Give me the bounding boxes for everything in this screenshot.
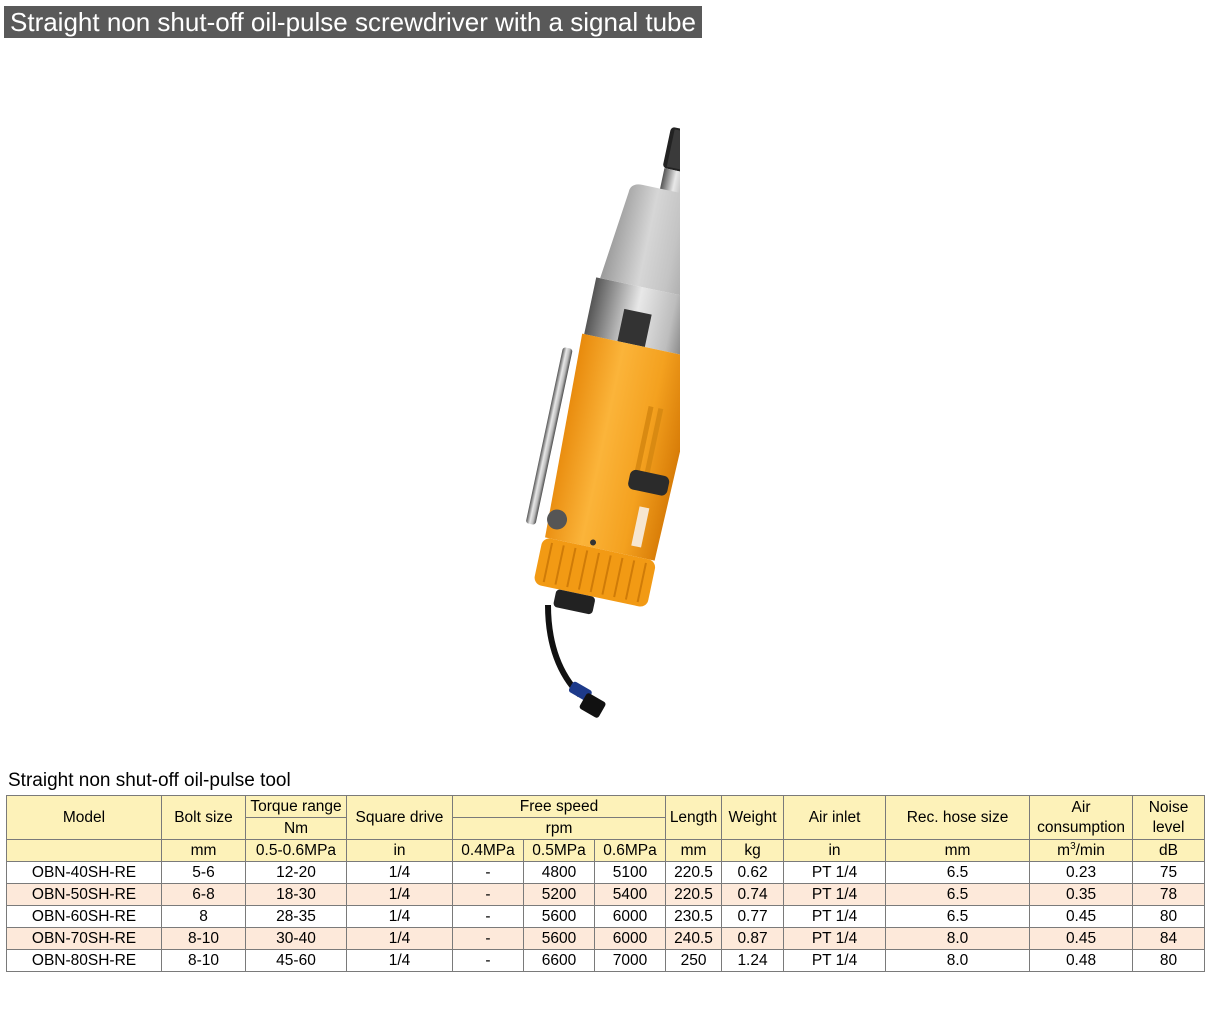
table-row	[7, 906, 1205, 928]
cell-s06: 6000	[595, 906, 666, 928]
cell-s04: -	[453, 906, 524, 928]
col-noise-line1: Noise	[1148, 798, 1189, 816]
cell-air: 0.48	[1030, 950, 1133, 972]
cell-noise: 80	[1133, 950, 1205, 972]
unit-bolt: mm	[162, 840, 246, 862]
col-air-consumption-line1: Air	[1071, 798, 1091, 816]
units-row	[7, 840, 1205, 862]
cell-model: OBN-80SH-RE	[7, 950, 162, 972]
unit-noise: dB	[1133, 840, 1205, 862]
col-length: Length	[666, 796, 722, 840]
unit-air-base: m	[1057, 841, 1071, 859]
cell-drive: 1/4	[347, 862, 453, 884]
cell-noise: 80	[1133, 906, 1205, 928]
cell-inlet: PT 1/4	[784, 862, 886, 884]
cell-air: 0.23	[1030, 862, 1133, 884]
col-weight: Weight	[722, 796, 784, 840]
spec-table	[6, 795, 1205, 972]
col-bolt-size: Bolt size	[162, 796, 246, 840]
cell-weight: 0.74	[722, 884, 784, 906]
cell-s05: 5600	[524, 906, 595, 928]
col-air-consumption	[1030, 796, 1133, 840]
cell-torque: 18-30	[246, 884, 347, 906]
table-row	[7, 950, 1205, 972]
cell-drive: 1/4	[347, 884, 453, 906]
cell-drive: 1/4	[347, 950, 453, 972]
cell-s06: 5100	[595, 862, 666, 884]
cell-s05: 5200	[524, 884, 595, 906]
cell-hose: 6.5	[886, 862, 1030, 884]
cell-bolt: 6-8	[162, 884, 246, 906]
cell-model: OBN-40SH-RE	[7, 862, 162, 884]
col-torque-range: Torque range	[246, 796, 347, 818]
cell-model: OBN-50SH-RE	[7, 884, 162, 906]
cell-model: OBN-70SH-RE	[7, 928, 162, 950]
unit-torque: 0.5-0.6MPa	[246, 840, 347, 862]
unit-air-consumption	[1030, 840, 1133, 862]
unit-speed-06: 0.6MPa	[595, 840, 666, 862]
col-square-drive: Square drive	[347, 796, 453, 840]
col-air-inlet: Air inlet	[784, 796, 886, 840]
cell-noise: 78	[1133, 884, 1205, 906]
col-model: Model	[7, 796, 162, 840]
unit-hose: mm	[886, 840, 1030, 862]
cell-s05: 6600	[524, 950, 595, 972]
cell-inlet: PT 1/4	[784, 906, 886, 928]
table-row	[7, 928, 1205, 950]
cell-inlet: PT 1/4	[784, 884, 886, 906]
cell-s06: 5400	[595, 884, 666, 906]
cell-air: 0.45	[1030, 928, 1133, 950]
torque-unit: Nm	[246, 818, 347, 840]
unit-speed-05: 0.5MPa	[524, 840, 595, 862]
cell-model: OBN-60SH-RE	[7, 906, 162, 928]
cell-inlet: PT 1/4	[784, 928, 886, 950]
cell-s04: -	[453, 928, 524, 950]
unit-air-inlet: in	[784, 840, 886, 862]
unit-speed-04: 0.4MPa	[453, 840, 524, 862]
unit-model-blank	[7, 840, 162, 862]
unit-drive: in	[347, 840, 453, 862]
table-row	[7, 862, 1205, 884]
cell-length: 220.5	[666, 884, 722, 906]
unit-air-tail: /min	[1075, 841, 1105, 859]
cell-bolt: 5-6	[162, 862, 246, 884]
cell-air: 0.35	[1030, 884, 1133, 906]
table-body	[7, 862, 1205, 972]
cell-noise: 75	[1133, 862, 1205, 884]
header-row-1	[7, 796, 1205, 818]
cell-bolt: 8-10	[162, 928, 246, 950]
cell-torque: 30-40	[246, 928, 347, 950]
cell-inlet: PT 1/4	[784, 950, 886, 972]
table-row	[7, 884, 1205, 906]
cell-torque: 12-20	[246, 862, 347, 884]
product-photo	[430, 100, 680, 740]
cell-s06: 6000	[595, 928, 666, 950]
free-speed-unit: rpm	[453, 818, 666, 840]
cell-bolt: 8	[162, 906, 246, 928]
cell-length: 240.5	[666, 928, 722, 950]
unit-air-exp: 3	[1070, 840, 1076, 852]
cell-length: 230.5	[666, 906, 722, 928]
unit-weight: kg	[722, 840, 784, 862]
cell-drive: 1/4	[347, 906, 453, 928]
cell-bolt: 8-10	[162, 950, 246, 972]
cell-hose: 6.5	[886, 884, 1030, 906]
cell-weight: 1.24	[722, 950, 784, 972]
cell-s04: -	[453, 950, 524, 972]
cell-hose: 8.0	[886, 928, 1030, 950]
cell-length: 220.5	[666, 862, 722, 884]
cell-air: 0.45	[1030, 906, 1133, 928]
col-air-consumption-line2: consumption	[1037, 818, 1125, 836]
col-noise-line2: level	[1152, 818, 1185, 836]
cell-weight: 0.87	[722, 928, 784, 950]
page-title: Straight non shut-off oil-pulse screwdriver with a signal tube	[4, 6, 702, 38]
col-noise-level	[1133, 796, 1205, 840]
cell-weight: 0.62	[722, 862, 784, 884]
cell-s05: 4800	[524, 862, 595, 884]
cell-s05: 5600	[524, 928, 595, 950]
cell-noise: 84	[1133, 928, 1205, 950]
col-hose-size: Rec. hose size	[886, 796, 1030, 840]
cell-torque: 45-60	[246, 950, 347, 972]
cell-weight: 0.77	[722, 906, 784, 928]
cell-torque: 28-35	[246, 906, 347, 928]
cell-hose: 8.0	[886, 950, 1030, 972]
cell-length: 250	[666, 950, 722, 972]
table-caption: Straight non shut-off oil-pulse tool	[8, 770, 291, 791]
col-free-speed: Free speed	[453, 796, 666, 818]
cell-drive: 1/4	[347, 928, 453, 950]
cell-s04: -	[453, 884, 524, 906]
unit-length: mm	[666, 840, 722, 862]
cell-s06: 7000	[595, 950, 666, 972]
cell-hose: 6.5	[886, 906, 1030, 928]
cell-s04: -	[453, 862, 524, 884]
